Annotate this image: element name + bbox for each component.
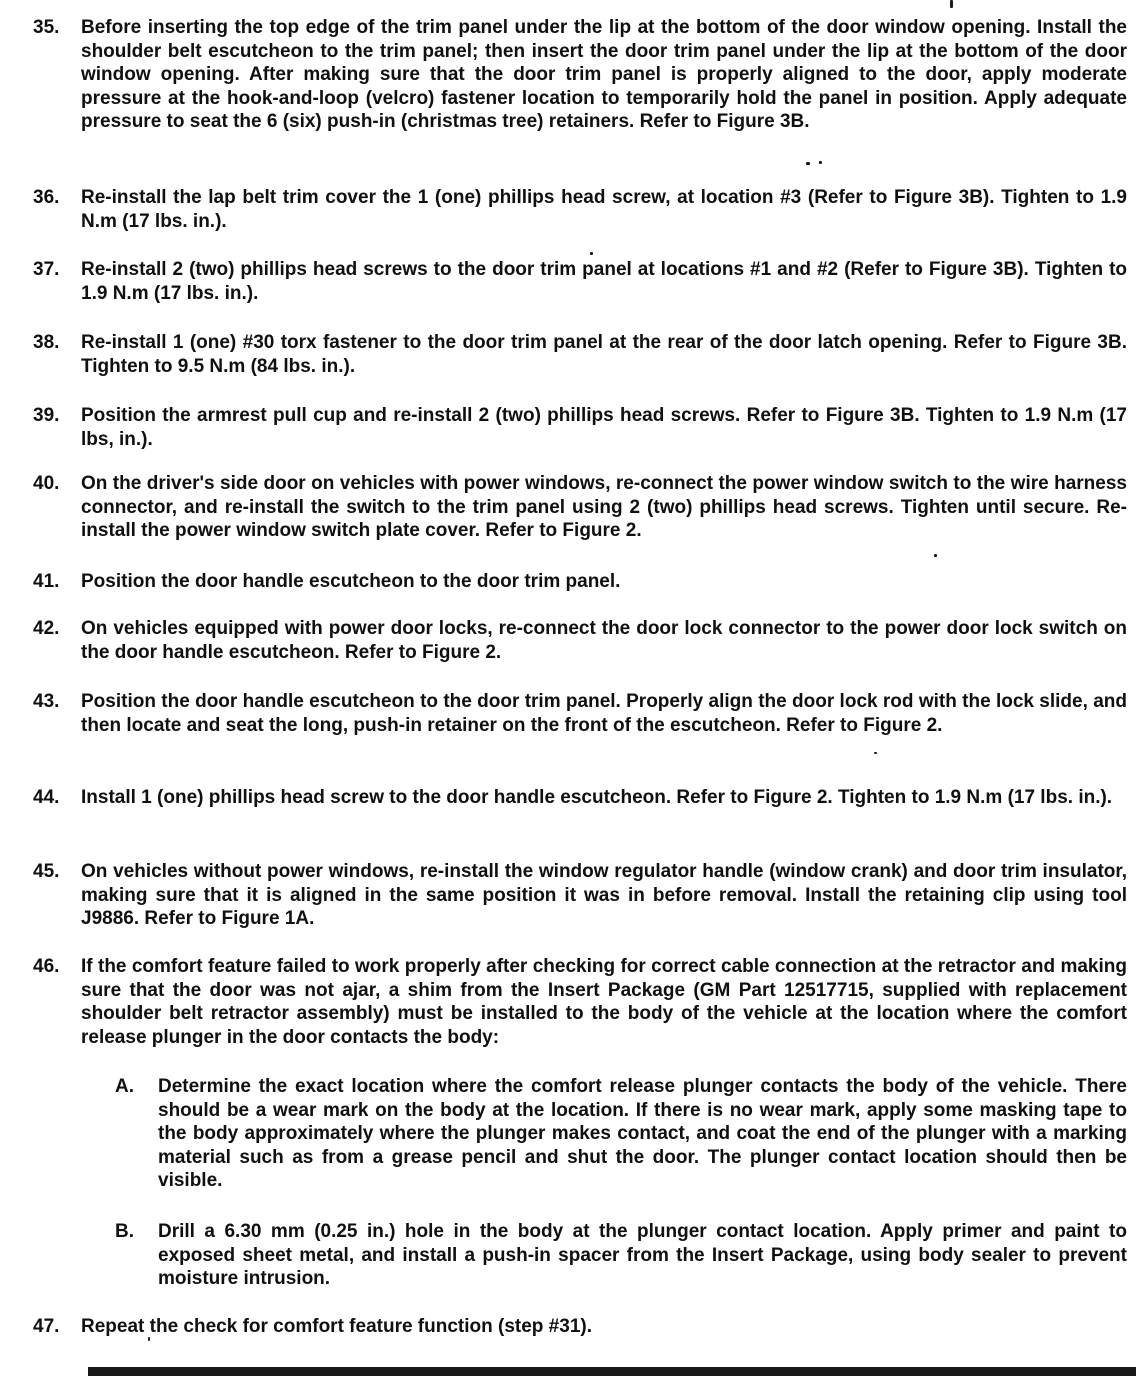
step-item-35 bbox=[33, 16, 1127, 134]
step-number: 41. bbox=[33, 571, 60, 592]
scan-speck bbox=[148, 1337, 150, 1341]
scan-speck bbox=[950, 0, 953, 8]
step-item-42 bbox=[33, 617, 1127, 664]
step-number: 42. bbox=[33, 618, 60, 639]
step-item-39 bbox=[33, 404, 1127, 451]
step-number: 40. bbox=[33, 473, 60, 494]
step-item-43 bbox=[33, 690, 1127, 737]
step-number: 47. bbox=[33, 1316, 60, 1337]
step-item-41 bbox=[33, 570, 1127, 594]
step-text: Position the armrest pull cup and re-install 2 (two) phillips head screws. Refer to Figure 3B. Tighten to 1.9 N.m (17 lbs, in.). bbox=[81, 405, 1127, 450]
step-text: Repeat the check for comfort feature function (step #31). bbox=[81, 1316, 592, 1337]
scan-speck bbox=[590, 252, 593, 255]
step-text: On vehicles equipped with power door locks, re-connect the door lock connector to the power door lock switch on the door handle escutcheon. Refer to Figure 2. bbox=[81, 618, 1127, 663]
scan-speck bbox=[874, 752, 877, 754]
step-number: 44. bbox=[33, 787, 60, 808]
step-text: Position the door handle escutcheon to the door trim panel. bbox=[81, 571, 621, 592]
step-item-37 bbox=[33, 258, 1127, 305]
step-item-46 bbox=[33, 955, 1127, 1049]
substep-letter: A. bbox=[115, 1076, 134, 1097]
step-number: 45. bbox=[33, 861, 60, 882]
step-item-47 bbox=[33, 1315, 1127, 1339]
step-number: 36. bbox=[33, 187, 60, 208]
substep-letter: B. bbox=[115, 1221, 134, 1242]
step-item-36 bbox=[33, 186, 1127, 233]
scan-speck bbox=[819, 161, 822, 164]
step-text: Re-install 2 (two) phillips head screws to the door trim panel at locations #1 and #2 (Refer to Figure 3B). Tighten to 1.9 N.m (17 lbs. in.). bbox=[81, 259, 1127, 304]
substep-text: Determine the exact location where the comfort release plunger contacts the body of the vehicle. There should be a wear mark on the body at the location. If there is no wear mark, apply some masking tape to the body approximately where the plunger makes contact, and coat the end of the plunger with a marking material such as from a grease pencil and shut the door. The plunger contact location should then be visible. bbox=[158, 1076, 1127, 1192]
substep-text: Drill a 6.30 mm (0.25 in.) hole in the body at the plunger contact location. Apply primer and paint to exposed sheet metal, and install a push-in spacer from the Insert Package, using body sealer to prevent moisture intrusion. bbox=[158, 1221, 1127, 1290]
step-number: 46. bbox=[33, 956, 60, 977]
step-number: 39. bbox=[33, 405, 60, 426]
step-number: 35. bbox=[33, 17, 60, 38]
step-number: 37. bbox=[33, 259, 60, 280]
step-text: Re-install the lap belt trim cover the 1 (one) phillips head screw, at location #3 (Refer to Figure 3B). Tighten to 1.9 N.m (17 lbs. in.). bbox=[81, 187, 1127, 232]
step-number: 38. bbox=[33, 332, 60, 353]
step-item-44 bbox=[33, 786, 1127, 810]
step-text: Install 1 (one) phillips head screw to the door handle escutcheon. Refer to Figure 2. Tighten to 1.9 N.m (17 lbs. in.). bbox=[81, 787, 1113, 808]
step-item-45 bbox=[33, 860, 1127, 931]
scan-speck bbox=[934, 554, 937, 557]
step-text: Re-install 1 (one) #30 torx fastener to the door trim panel at the rear of the door latch opening. Refer to Figure 3B. Tighten to 9.5 N.m (84 lbs. in.). bbox=[81, 332, 1127, 377]
substep-item-46b bbox=[115, 1220, 1127, 1291]
step-item-40 bbox=[33, 472, 1127, 543]
step-item-38 bbox=[33, 331, 1127, 378]
step-number: 43. bbox=[33, 691, 60, 712]
step-text: On the driver's side door on vehicles with power windows, re-connect the power window switch to the wire harness connector, and re-install the switch to the trim panel using 2 (two) phillips head screws. Tighten until secure. Re-install the power window switch plate cover. Refer to Figure 2. bbox=[81, 473, 1127, 542]
substep-item-46a bbox=[115, 1075, 1127, 1193]
step-text: On vehicles without power windows, re-install the window regulator handle (window crank) and door trim insulator, making sure that it is aligned in the same position it was in before removal. Install the retaining clip using tool J9886. Refer to Figure 1A. bbox=[81, 861, 1127, 930]
step-text: Position the door handle escutcheon to the door trim panel. Properly align the door lock rod with the lock slide, and then locate and seat the long, push-in retainer on the front of the escutcheon. Refer to Figure 2. bbox=[81, 691, 1127, 736]
scan-speck bbox=[806, 162, 810, 165]
step-text: Before inserting the top edge of the trim panel under the lip at the bottom of the door window opening. Install the shoulder belt escutcheon to the trim panel; then insert the door trim panel under the lip at the bottom of the door window opening. After making sure that the door trim panel is properly aligned to the door, apply moderate pressure at the hook-and-loop (velcro) fastener location to temporarily hold the panel in position. Apply adequate pressure to seat the 6 (six) push-in (christmas tree) retainers. Refer to Figure 3B. bbox=[81, 17, 1127, 133]
scan-edge-artifact bbox=[88, 1367, 1136, 1376]
step-text: If the comfort feature failed to work properly after checking for correct cable connection at the retractor and making sure that the door was not ajar, a shim from the Insert Package (GM Part 12517715, supplied with replacement shoulder belt retractor assembly) must be installed to the body of the vehicle at the location where the comfort release plunger in the door contacts the body: bbox=[81, 956, 1127, 1048]
